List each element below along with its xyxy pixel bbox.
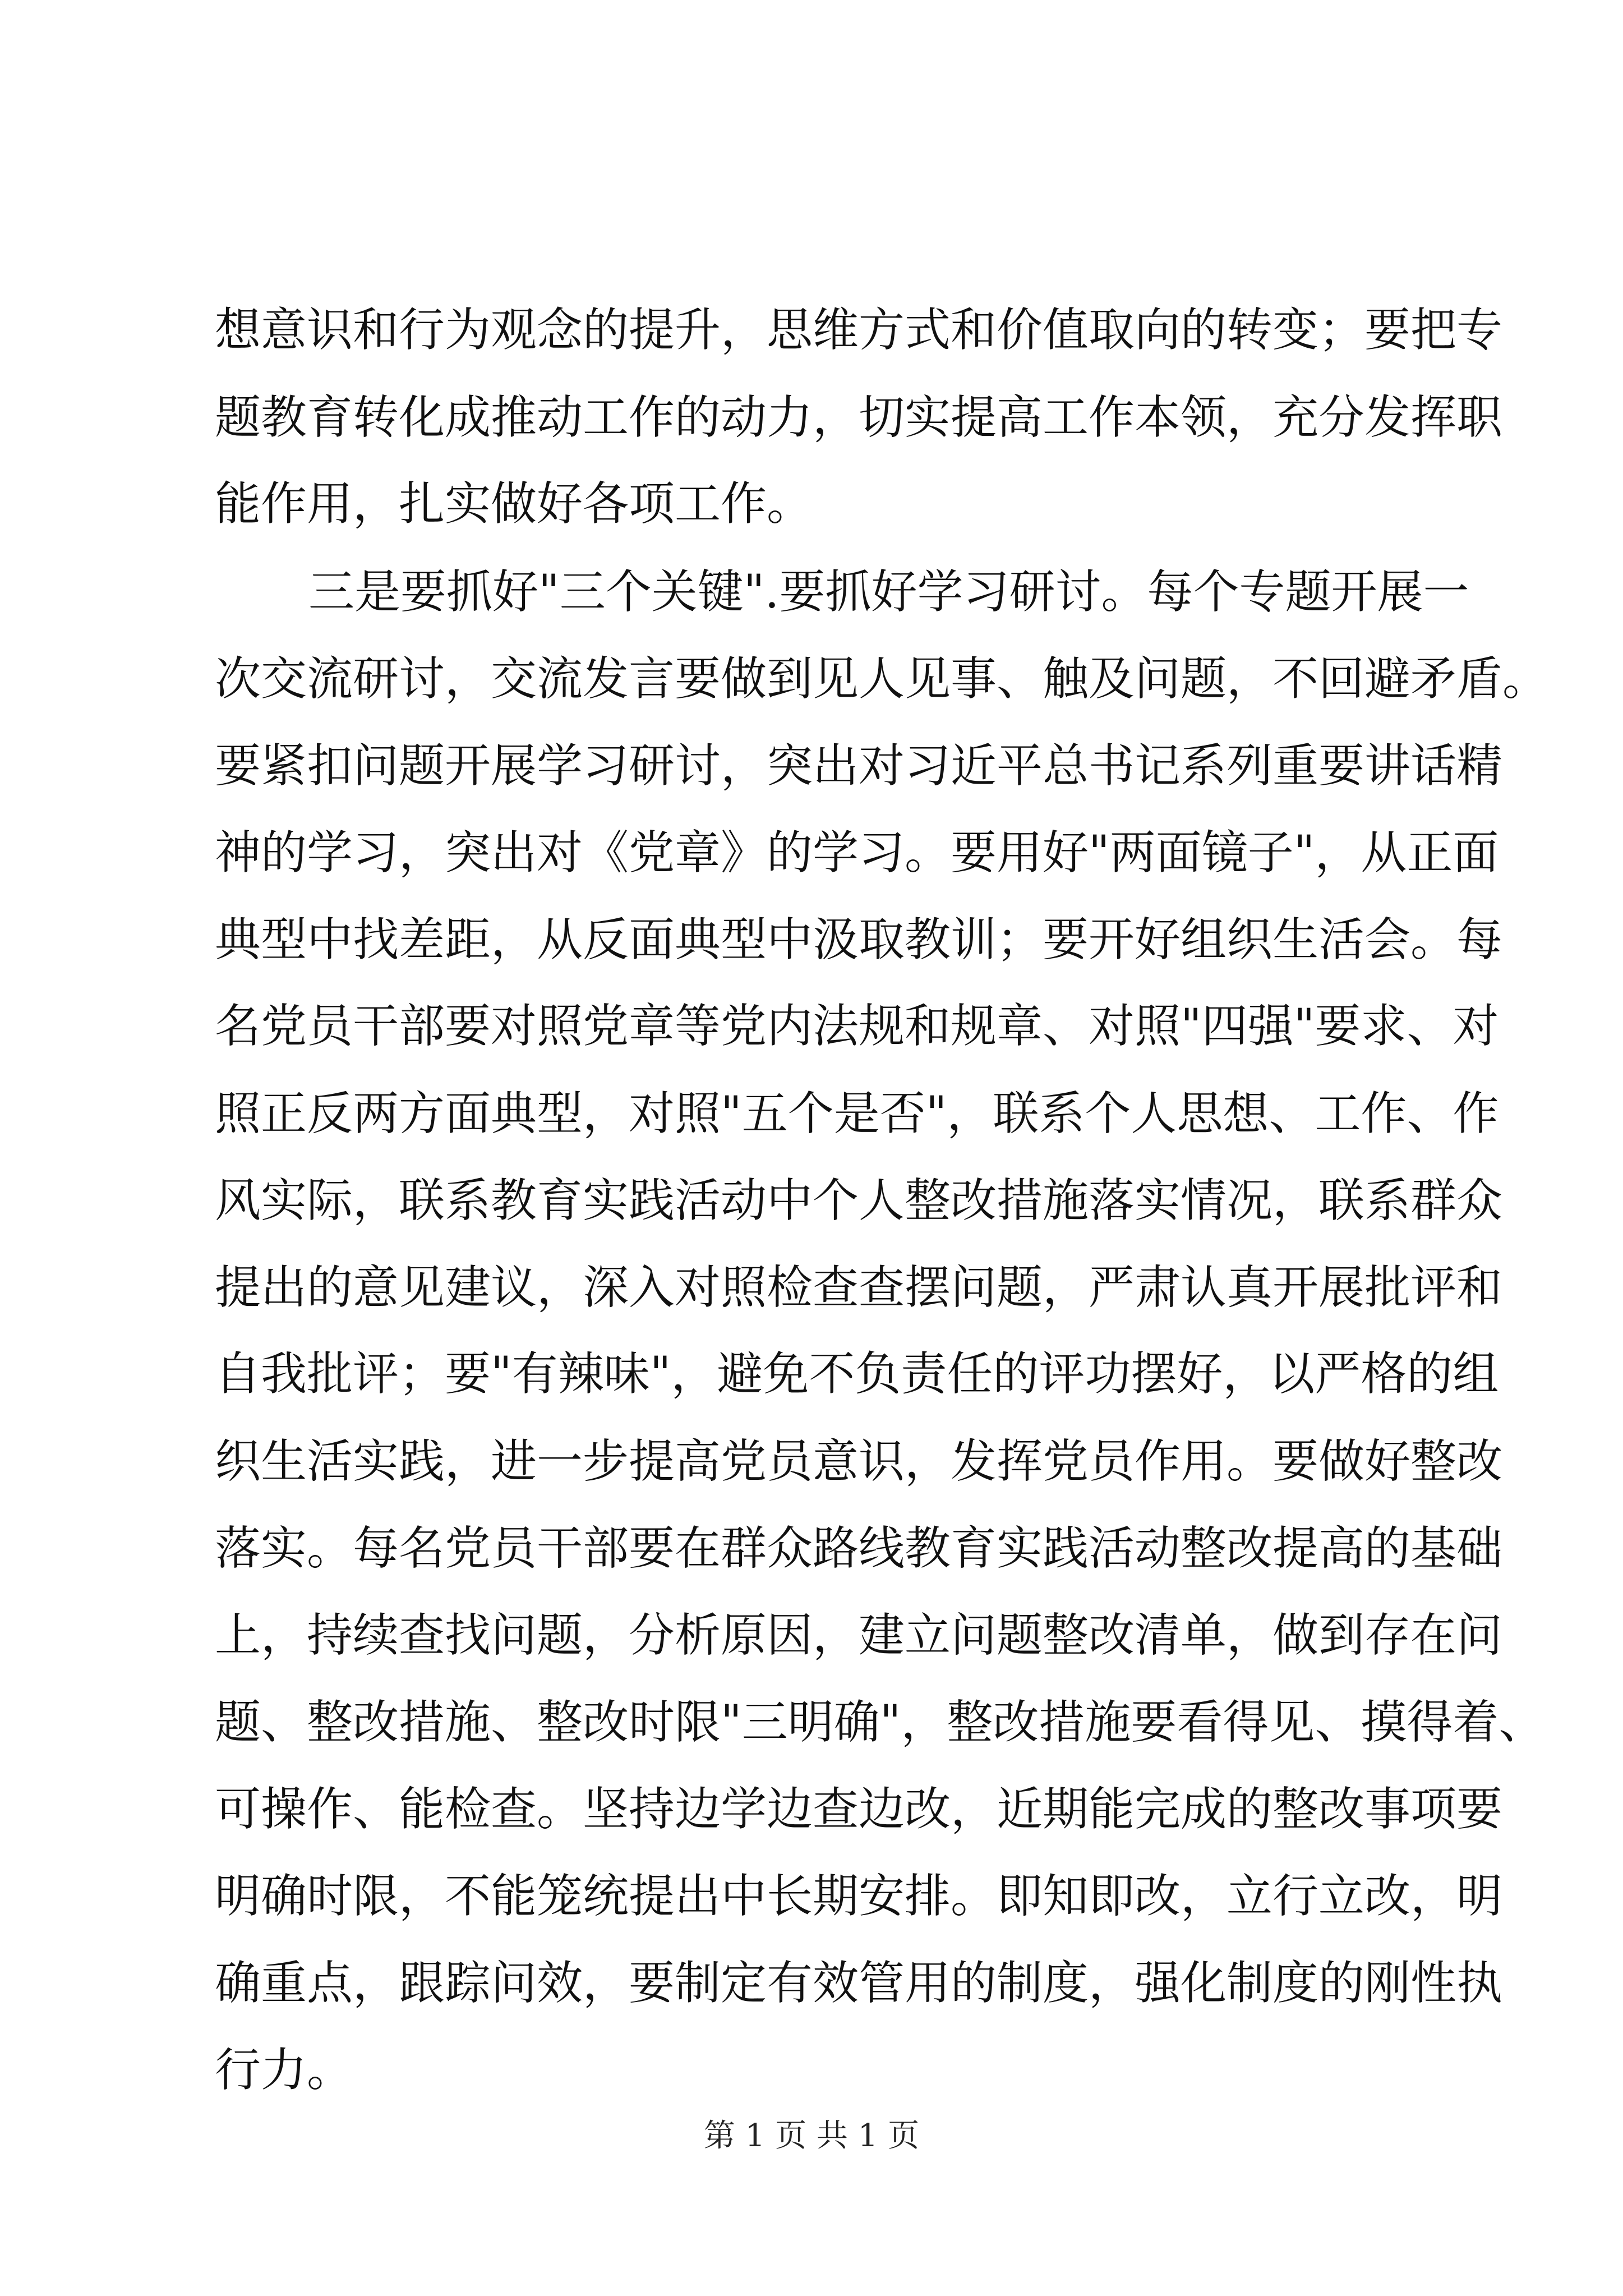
paragraph-2-line-12: 落实。每名党员干部要在群众路线教育实践活动整改提高的基础	[215, 1522, 1503, 1575]
paragraph-1-line-3: 能作用，扎实做好各项工作。	[215, 477, 813, 531]
paragraph-2-line-8: 风实际，联系教育实践活动中个人整改措施落实情况，联系群众	[215, 1174, 1503, 1227]
paragraph-2-line-3: 要紧扣问题开展学习研讨，突出对习近平总书记系列重要讲话精	[215, 739, 1503, 793]
paragraph-2-line-13: 上，持续查找问题，分析原因，建立问题整改清单，做到存在问	[215, 1609, 1503, 1662]
page-number-footer: 第 1 页 共 1 页	[703, 2118, 920, 2154]
paragraph-2-line-2: 次交流研讨，交流发言要做到见人见事、触及问题，不回避矛盾。	[215, 652, 1549, 706]
paragraph-2-line-7: 照正反两方面典型，对照"五个是否"，联系个人思想、工作、作	[215, 1087, 1499, 1140]
paragraph-2-line-14: 题、整改措施、整改时限"三明确"，整改措施要看得见、摸得着、	[215, 1696, 1545, 1749]
paragraph-2-line-4: 神的学习，突出对《党章》的学习。要用好"两面镜子"，从正面	[215, 826, 1499, 880]
paragraph-2-line-5: 典型中找差距，从反面典型中汲取教训；要开好组织生活会。每	[215, 913, 1503, 967]
paragraph-2-line-11: 织生活实践，进一步提高党员意识，发挥党员作用。要做好整改	[215, 1435, 1503, 1488]
paragraph-2-line-1: 三是要抓好"三个关键".要抓好学习研讨。每个专题开展一	[308, 565, 1469, 619]
paragraph-1-line-1: 想意识和行为观念的提升，思维方式和价值取向的转变；要把专	[215, 303, 1503, 357]
paragraph-2-line-17: 确重点，跟踪问效，要制定有效管用的制度，强化制度的刚性执	[215, 1957, 1503, 2010]
paragraph-2-line-15: 可操作、能检查。坚持边学边查边改，近期能完成的整改事项要	[215, 1783, 1503, 1836]
paragraph-2-line-10: 自我批评；要"有辣味"，避免不负责任的评功摆好，以严格的组	[215, 1347, 1499, 1401]
paragraph-1-line-2: 题教育转化成推动工作的动力，切实提高工作本领，充分发挥职	[215, 391, 1503, 444]
paragraph-2-line-18: 行力。	[215, 2044, 353, 2097]
paragraph-2-line-6: 名党员干部要对照党章等党内法规和规章、对照"四强"要求、对	[215, 1000, 1499, 1053]
paragraph-2-line-16: 明确时限，不能笼统提出中长期安排。即知即改，立行立改，明	[215, 1870, 1503, 1923]
paragraph-2-line-9: 提出的意见建议，深入对照检查查摆问题，严肃认真开展批评和	[215, 1261, 1503, 1314]
